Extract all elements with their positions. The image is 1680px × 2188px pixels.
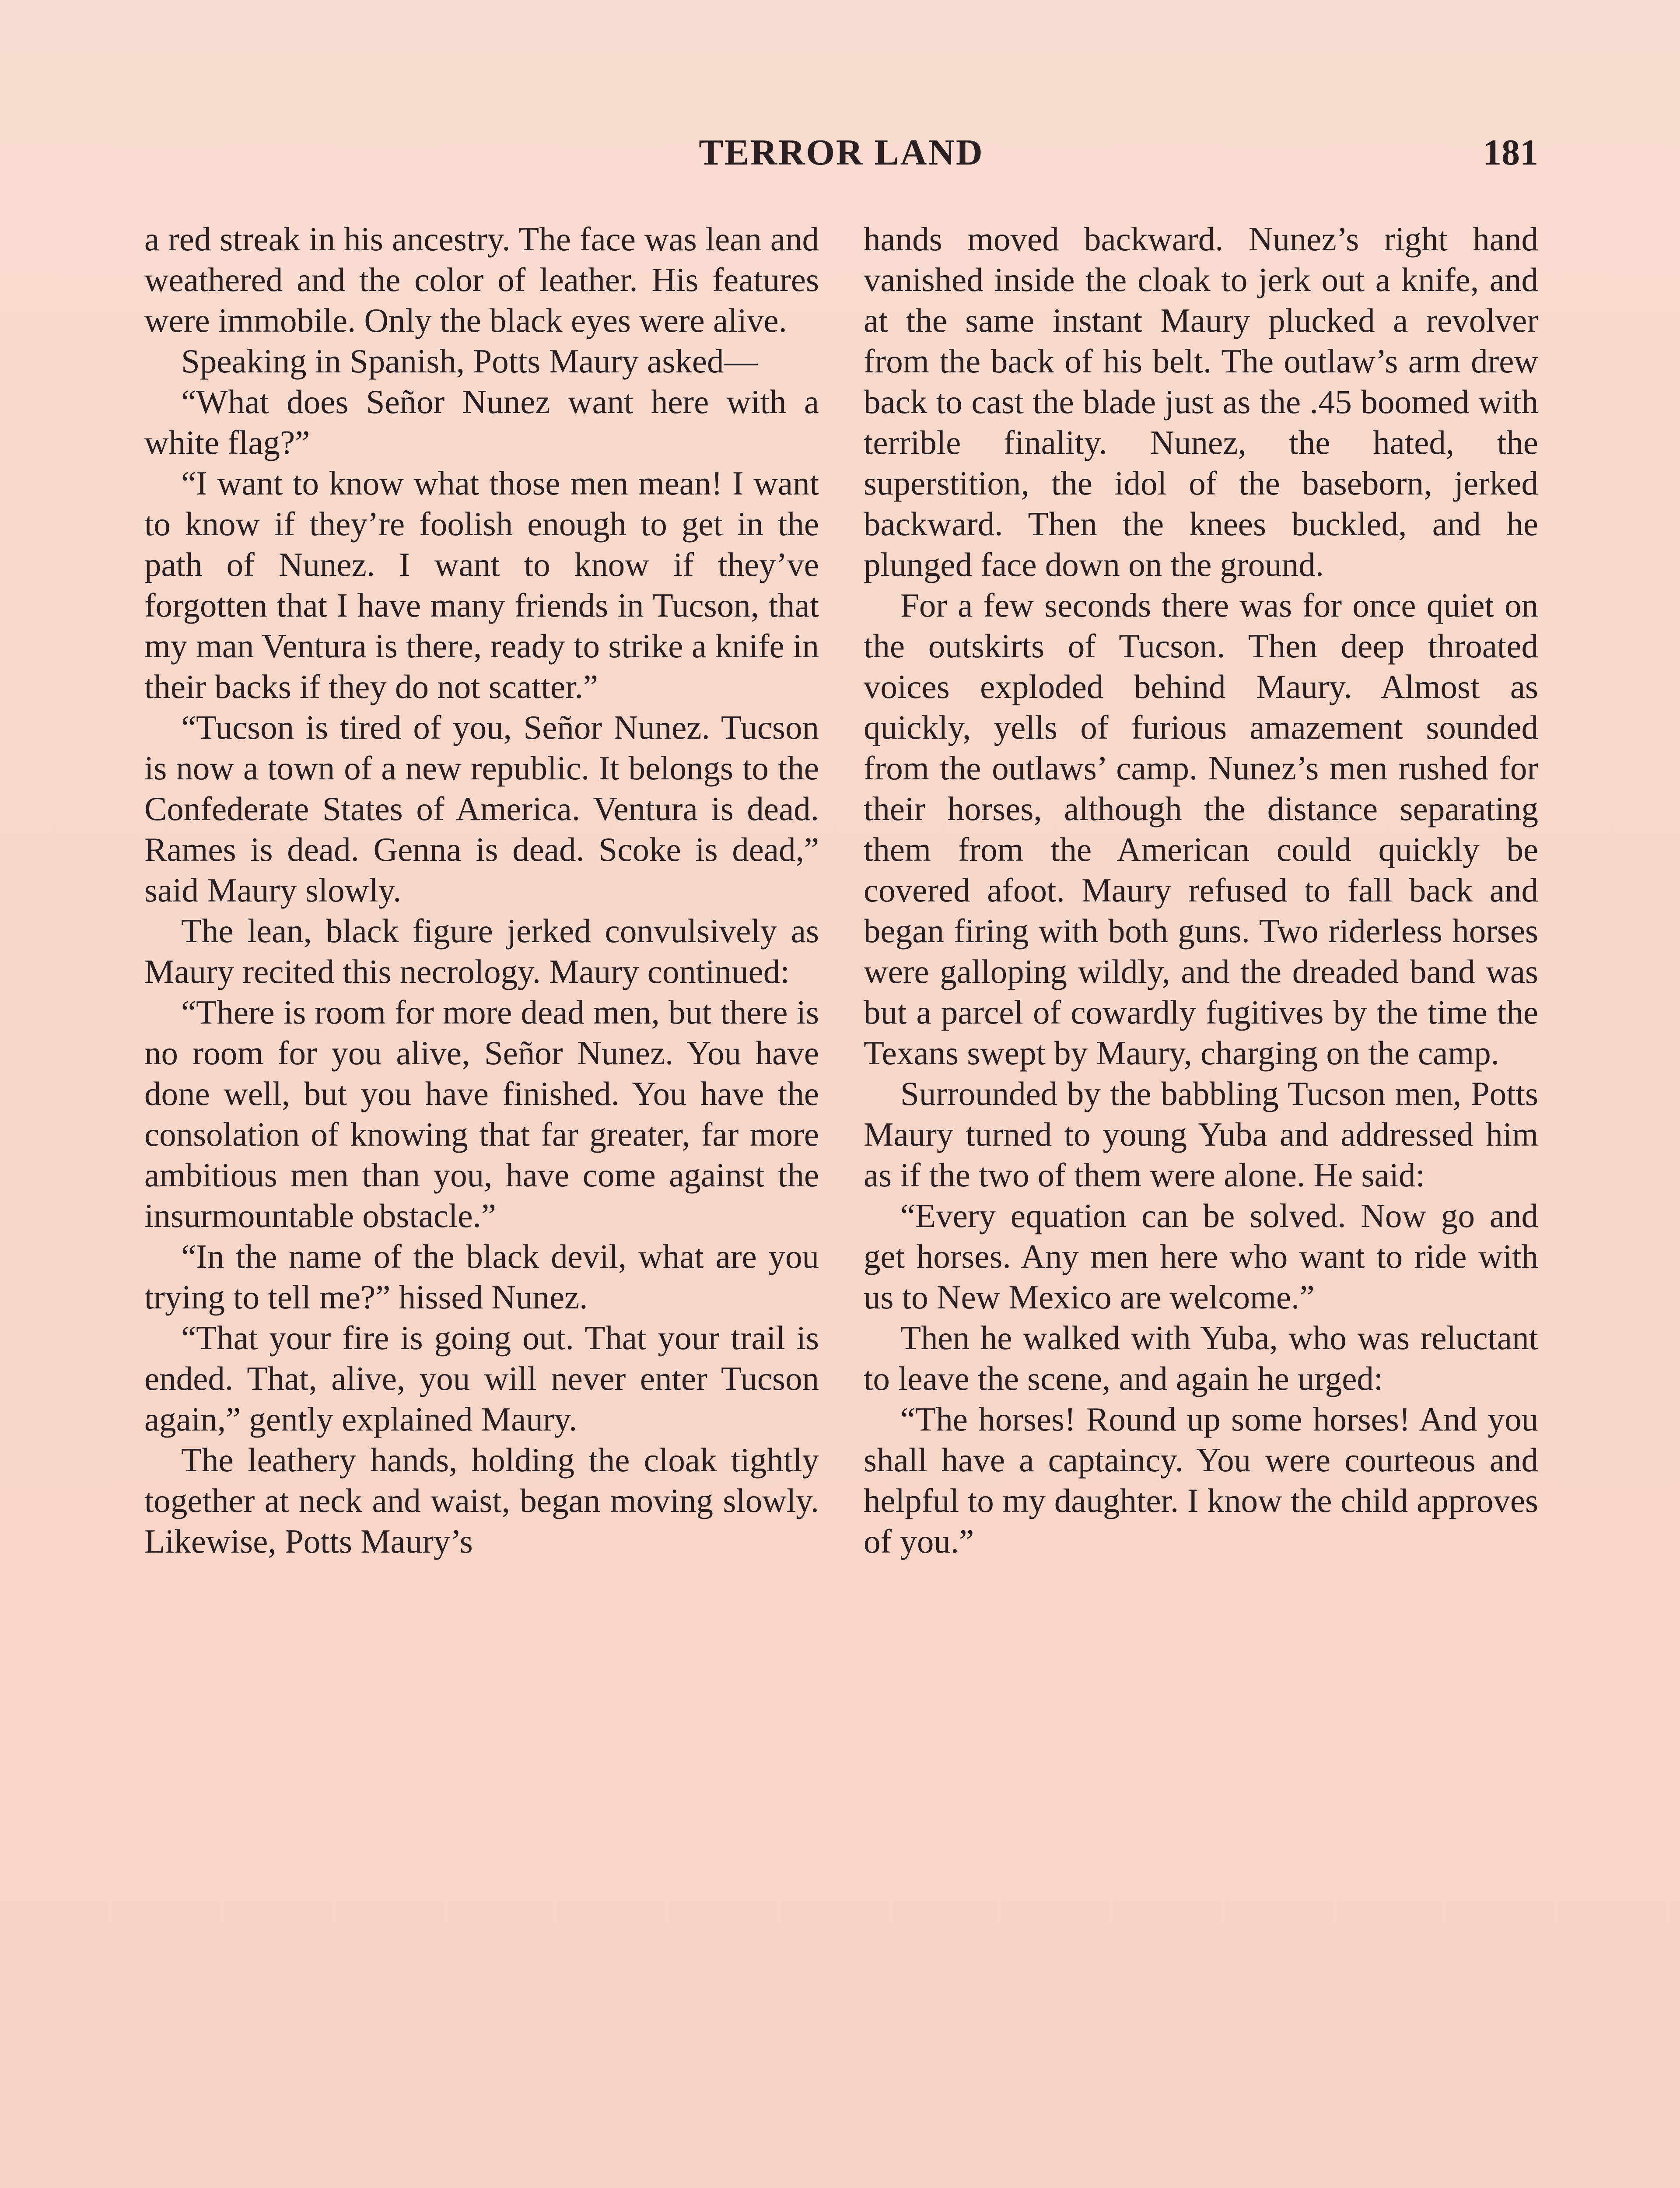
paragraph: For a few seconds there was for once quiet on the outskirts of Tucson. Then deep throated voices exploded behind Maury. Almost as quickly, yells of furious amazement sounded from the outlaws’ camp. Nunez’s men rushed for their horses, although the distance separating them from the American could quickly be covered afoot. Maury refused to fall back and began firing with both guns. Two riderless horses were galloping wildly, and the dreaded band was but a parcel of cowardly fugitives by the time the Texans swept by Maury, charging on the camp. bbox=[864, 586, 1538, 1072]
right-column bbox=[864, 219, 1538, 1562]
paragraph: hands moved backward. Nunez’s right hand vanished inside the cloak to jerk out a knife, and at the same instant Maury plucked a revolver from the back of his belt. The outlaw’s arm drew back to cast the blade just as the .45 boomed with terrible finality. Nunez, the hated, the superstition, the idol of the baseborn, jerked backward. Then the knees buckled, and he plunged face down on the ground. bbox=[864, 220, 1538, 583]
running-title: TERROR LAND bbox=[699, 132, 984, 173]
paragraph: “The horses! Round up some horses! And you shall have a captaincy. You were courteous and helpful to my daughter. I know the child approves of you.” bbox=[864, 1400, 1538, 1560]
text-columns bbox=[144, 219, 1538, 1882]
paragraph: “Every equation can be solved. Now go and get horses. Any men here who want to ride with us to New Mexico are welcome.” bbox=[864, 1197, 1538, 1316]
left-column bbox=[144, 219, 819, 1562]
page-header bbox=[144, 131, 1538, 179]
paragraph: “What does Señor Nunez want here with a white flag?” bbox=[144, 383, 819, 461]
paragraph: The lean, black figure jerked convulsively as Maury recited this necrology. Maury continued: bbox=[144, 912, 819, 990]
paragraph: “In the name of the black devil, what are you trying to tell me?” hissed Nunez. bbox=[144, 1238, 819, 1316]
page-number: 181 bbox=[1483, 132, 1538, 173]
paragraph: The leathery hands, holding the cloak tightly together at neck and waist, began moving slowly. Likewise, Potts Maury’s bbox=[144, 1441, 819, 1560]
paragraph: “Tucson is tired of you, Señor Nunez. Tucson is now a town of a new republic. It belongs to the Confederate States of America. Ventura is dead. Rames is dead. Genna is dead. Scoke is dead,” said Maury slowly. bbox=[144, 708, 819, 909]
paragraph: “I want to know what those men mean! I want to know if they’re foolish enough to get in the path of Nunez. I want to know if they’ve forgotten that I have many friends in Tucson, that my man Ventura is there, ready to strike a knife in their backs if they do not scatter.” bbox=[144, 464, 819, 705]
paragraph: a red streak in his ancestry. The face was lean and weathered and the color of leather. His features were immobile. Only the black eyes were alive. bbox=[144, 220, 819, 339]
paragraph: “There is room for more dead men, but there is no room for you alive, Señor Nunez. You have done well, but you have finished. You have the consolation of knowing that far greater, far more ambitious men than you, have come against the insurmountable obstacle.” bbox=[144, 993, 819, 1234]
paragraph: Speaking in Spanish, Potts Maury asked— bbox=[181, 342, 758, 380]
paragraph: Surrounded by the babbling Tucson men, Potts Maury turned to young Yuba and addressed him as if the two of them were alone. He said: bbox=[864, 1075, 1538, 1194]
paragraph: Then he walked with Yuba, who was reluctant to leave the scene, and again he urged: bbox=[864, 1319, 1538, 1397]
paragraph: “That your fire is going out. That your trail is ended. That, alive, you will never enter Tucson again,” gently explained Maury. bbox=[144, 1319, 819, 1438]
